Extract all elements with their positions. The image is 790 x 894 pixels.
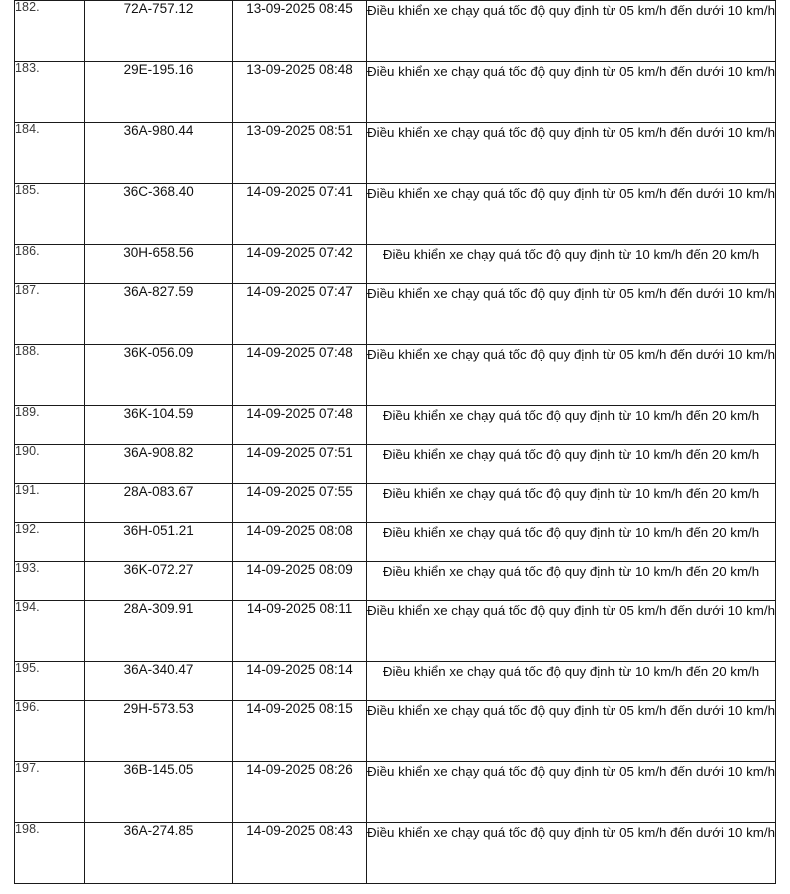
table-row bbox=[15, 62, 776, 123]
violation-description-cell: Điều khiển xe chạy quá tốc độ quy định từ 10 km/h đến 20 km/h bbox=[367, 445, 776, 484]
violation-description-cell: Điều khiển xe chạy quá tốc độ quy định từ 05 km/h đến dưới 10 km/h bbox=[367, 601, 776, 662]
row-index-cell: 188. bbox=[15, 345, 85, 406]
license-plate-cell: 29H-573.53 bbox=[85, 701, 233, 762]
table-row bbox=[15, 245, 776, 284]
license-plate-cell: 72A-757.12 bbox=[85, 1, 233, 62]
violation-description-cell: Điều khiển xe chạy quá tốc độ quy định từ 10 km/h đến 20 km/h bbox=[367, 662, 776, 701]
row-index-cell: 198. bbox=[15, 823, 85, 884]
license-plate-cell: 36A-827.59 bbox=[85, 284, 233, 345]
table-row bbox=[15, 701, 776, 762]
row-index-cell: 190. bbox=[15, 445, 85, 484]
license-plate-cell: 36A-274.85 bbox=[85, 823, 233, 884]
row-index-cell: 185. bbox=[15, 184, 85, 245]
violation-description-cell: Điều khiển xe chạy quá tốc độ quy định từ 10 km/h đến 20 km/h bbox=[367, 484, 776, 523]
row-index-cell: 183. bbox=[15, 62, 85, 123]
violation-description-cell: Điều khiển xe chạy quá tốc độ quy định từ 10 km/h đến 20 km/h bbox=[367, 245, 776, 284]
row-index-cell: 193. bbox=[15, 562, 85, 601]
violation-time-cell: 14-09-2025 08:26 bbox=[233, 762, 367, 823]
row-index-cell: 196. bbox=[15, 701, 85, 762]
license-plate-cell: 29E-195.16 bbox=[85, 62, 233, 123]
violation-time-cell: 14-09-2025 08:14 bbox=[233, 662, 367, 701]
violation-table bbox=[14, 0, 776, 884]
violation-time-cell: 14-09-2025 08:09 bbox=[233, 562, 367, 601]
license-plate-cell: 28A-309.91 bbox=[85, 601, 233, 662]
license-plate-cell: 36C-368.40 bbox=[85, 184, 233, 245]
table-row bbox=[15, 601, 776, 662]
violation-description-cell: Điều khiển xe chạy quá tốc độ quy định từ 05 km/h đến dưới 10 km/h bbox=[367, 345, 776, 406]
license-plate-cell: 36K-056.09 bbox=[85, 345, 233, 406]
violation-description-cell: Điều khiển xe chạy quá tốc độ quy định từ 10 km/h đến 20 km/h bbox=[367, 523, 776, 562]
row-index-cell: 191. bbox=[15, 484, 85, 523]
violation-time-cell: 14-09-2025 08:11 bbox=[233, 601, 367, 662]
license-plate-cell: 36K-072.27 bbox=[85, 562, 233, 601]
table-row bbox=[15, 762, 776, 823]
violation-description-cell: Điều khiển xe chạy quá tốc độ quy định từ 05 km/h đến dưới 10 km/h bbox=[367, 823, 776, 884]
table-row bbox=[15, 484, 776, 523]
license-plate-cell: 36A-980.44 bbox=[85, 123, 233, 184]
violation-description-cell: Điều khiển xe chạy quá tốc độ quy định từ 10 km/h đến 20 km/h bbox=[367, 406, 776, 445]
license-plate-cell: 36B-145.05 bbox=[85, 762, 233, 823]
row-index-cell: 195. bbox=[15, 662, 85, 701]
violation-time-cell: 13-09-2025 08:45 bbox=[233, 1, 367, 62]
violation-time-cell: 14-09-2025 07:48 bbox=[233, 345, 367, 406]
violation-time-cell: 14-09-2025 07:51 bbox=[233, 445, 367, 484]
violation-description-cell: Điều khiển xe chạy quá tốc độ quy định từ 05 km/h đến dưới 10 km/h bbox=[367, 184, 776, 245]
license-plate-cell: 36A-340.47 bbox=[85, 662, 233, 701]
row-index-cell: 187. bbox=[15, 284, 85, 345]
violation-time-cell: 14-09-2025 08:43 bbox=[233, 823, 367, 884]
license-plate-cell: 30H-658.56 bbox=[85, 245, 233, 284]
table-row bbox=[15, 823, 776, 884]
violation-time-cell: 13-09-2025 08:51 bbox=[233, 123, 367, 184]
table-row bbox=[15, 662, 776, 701]
license-plate-cell: 36K-104.59 bbox=[85, 406, 233, 445]
violation-time-cell: 14-09-2025 07:55 bbox=[233, 484, 367, 523]
table-row bbox=[15, 1, 776, 62]
license-plate-cell: 36A-908.82 bbox=[85, 445, 233, 484]
table-row bbox=[15, 562, 776, 601]
row-index-cell: 189. bbox=[15, 406, 85, 445]
violation-description-cell: Điều khiển xe chạy quá tốc độ quy định từ 05 km/h đến dưới 10 km/h bbox=[367, 284, 776, 345]
table-row bbox=[15, 445, 776, 484]
table-row bbox=[15, 345, 776, 406]
row-index-cell: 192. bbox=[15, 523, 85, 562]
violation-time-cell: 14-09-2025 08:15 bbox=[233, 701, 367, 762]
row-index-cell: 197. bbox=[15, 762, 85, 823]
table-row bbox=[15, 184, 776, 245]
violation-description-cell: Điều khiển xe chạy quá tốc độ quy định từ 05 km/h đến dưới 10 km/h bbox=[367, 762, 776, 823]
violation-time-cell: 13-09-2025 08:48 bbox=[233, 62, 367, 123]
table-row bbox=[15, 523, 776, 562]
table-row bbox=[15, 406, 776, 445]
row-index-cell: 184. bbox=[15, 123, 85, 184]
violation-time-cell: 14-09-2025 07:42 bbox=[233, 245, 367, 284]
license-plate-cell: 36H-051.21 bbox=[85, 523, 233, 562]
table-row bbox=[15, 284, 776, 345]
violation-description-cell: Điều khiển xe chạy quá tốc độ quy định từ 05 km/h đến dưới 10 km/h bbox=[367, 62, 776, 123]
violation-time-cell: 14-09-2025 07:47 bbox=[233, 284, 367, 345]
license-plate-cell: 28A-083.67 bbox=[85, 484, 233, 523]
violation-table-body bbox=[15, 1, 776, 884]
violation-time-cell: 14-09-2025 07:48 bbox=[233, 406, 367, 445]
violation-time-cell: 14-09-2025 07:41 bbox=[233, 184, 367, 245]
table-row bbox=[15, 123, 776, 184]
violation-description-cell: Điều khiển xe chạy quá tốc độ quy định từ 05 km/h đến dưới 10 km/h bbox=[367, 123, 776, 184]
row-index-cell: 186. bbox=[15, 245, 85, 284]
violation-time-cell: 14-09-2025 08:08 bbox=[233, 523, 367, 562]
row-index-cell: 194. bbox=[15, 601, 85, 662]
violation-description-cell: Điều khiển xe chạy quá tốc độ quy định từ 05 km/h đến dưới 10 km/h bbox=[367, 1, 776, 62]
violation-description-cell: Điều khiển xe chạy quá tốc độ quy định từ 10 km/h đến 20 km/h bbox=[367, 562, 776, 601]
row-index-cell: 182. bbox=[15, 1, 85, 62]
violation-description-cell: Điều khiển xe chạy quá tốc độ quy định từ 05 km/h đến dưới 10 km/h bbox=[367, 701, 776, 762]
